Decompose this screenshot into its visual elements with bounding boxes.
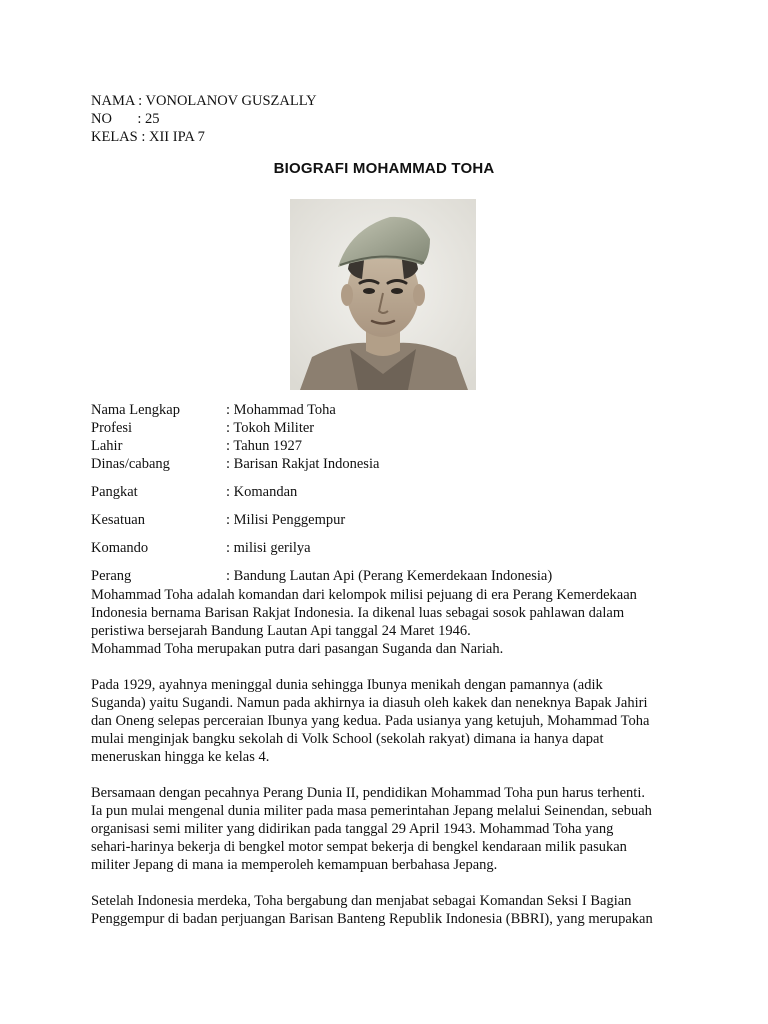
biodata-value: : Milisi Penggempur — [226, 512, 346, 528]
text-line: Penggempur di badan perjuangan Barisan Banteng Republik Indonesia (BBRI), yang merupakan — [91, 911, 653, 927]
portrait-photo — [290, 199, 476, 390]
paragraph — [91, 784, 691, 874]
biodata-label: Nama Lengkap — [91, 402, 180, 418]
text-line: Ia pun mulai mengenal dunia militer pada masa pemerintahan Jepang melalui Seinendan, sebuah — [91, 803, 652, 819]
student-header — [91, 92, 317, 146]
biodata-value: : Bandung Lautan Api (Perang Kemerdekaan Indonesia) — [226, 568, 553, 584]
biodata-label: Komando — [91, 540, 149, 556]
biodata-value: : milisi gerilya — [226, 540, 311, 556]
paragraph — [91, 586, 691, 658]
text-line: peristiwa bersejarah Bandung Lautan Api tanggal 24 Maret 1946. — [91, 623, 471, 639]
biodata-label: Lahir — [91, 438, 123, 454]
text-line: Suganda) yaitu Sugandi. Namun pada akhirnya ia diasuh oleh kakek dan neneknya Bapak Jahiri — [91, 695, 648, 711]
text-line: Mohammad Toha merupakan putra dari pasangan Suganda dan Nariah. — [91, 641, 504, 657]
biodata-label: Profesi — [91, 420, 133, 436]
biodata-value: : Tokoh Militer — [226, 420, 315, 436]
biodata-value: : Tahun 1927 — [226, 438, 303, 454]
text-line: mulai menginjak bangku sekolah di Volk School (sekolah rakyat) dimana ia hanya dapat — [91, 731, 604, 747]
student-class: KELAS : XII IPA 7 — [91, 129, 205, 145]
text-line: Pada 1929, ayahnya meninggal dunia sehingga Ibunya menikah dengan pamannya (adik — [91, 677, 603, 693]
student-name: NAMA : VONOLANOV GUSZALLY — [91, 93, 317, 109]
biodata-value: : Komandan — [226, 484, 298, 500]
text-line: Setelah Indonesia merdeka, Toha bergabung dan menjabat sebagai Komandan Seksi I Bagian — [91, 893, 632, 909]
paragraph — [91, 892, 691, 928]
text-line: dan Oneng selepas perceraian Ibunya yang kedua. Pada usianya yang ketujuh, Mohammad Toha — [91, 713, 650, 729]
document-title: BIOGRAFI MOHAMMAD TOHA — [273, 160, 495, 177]
text-line: militer Jepang di mana ia memperoleh kemampuan berbahasa Jepang. — [91, 857, 498, 873]
text-line: Mohammad Toha adalah komandan dari kelompok milisi pejuang di era Perang Kemerdekaan — [91, 587, 637, 603]
biodata-label: Pangkat — [91, 484, 138, 500]
biography-body — [91, 586, 691, 946]
biodata-label: Perang — [91, 568, 132, 584]
biodata-value: : Mohammad Toha — [226, 402, 336, 418]
biodata-label: Dinas/cabang — [91, 456, 170, 472]
paragraph — [91, 676, 691, 766]
text-line: organisasi semi militer yang didirikan pada tanggal 29 April 1943. Mohammad Toha yang — [91, 821, 614, 837]
student-number: NO : 25 — [91, 111, 160, 127]
biodata-label: Kesatuan — [91, 512, 145, 528]
text-line: Bersamaan dengan pecahnya Perang Dunia II, pendidikan Mohammad Toha pun harus terhenti. — [91, 785, 645, 801]
text-line: meneruskan hingga ke kelas 4. — [91, 749, 270, 765]
text-line: sehari-harinya bekerja di bengkel motor sempat bekerja di bengkel kendaraan milik pasukan — [91, 839, 627, 855]
biodata-value: : Barisan Rakjat Indonesia — [226, 456, 380, 472]
text-line: Indonesia bernama Barisan Rakjat Indonesia. Ia dikenal luas sebagai sosok pahlawan dalam — [91, 605, 625, 621]
